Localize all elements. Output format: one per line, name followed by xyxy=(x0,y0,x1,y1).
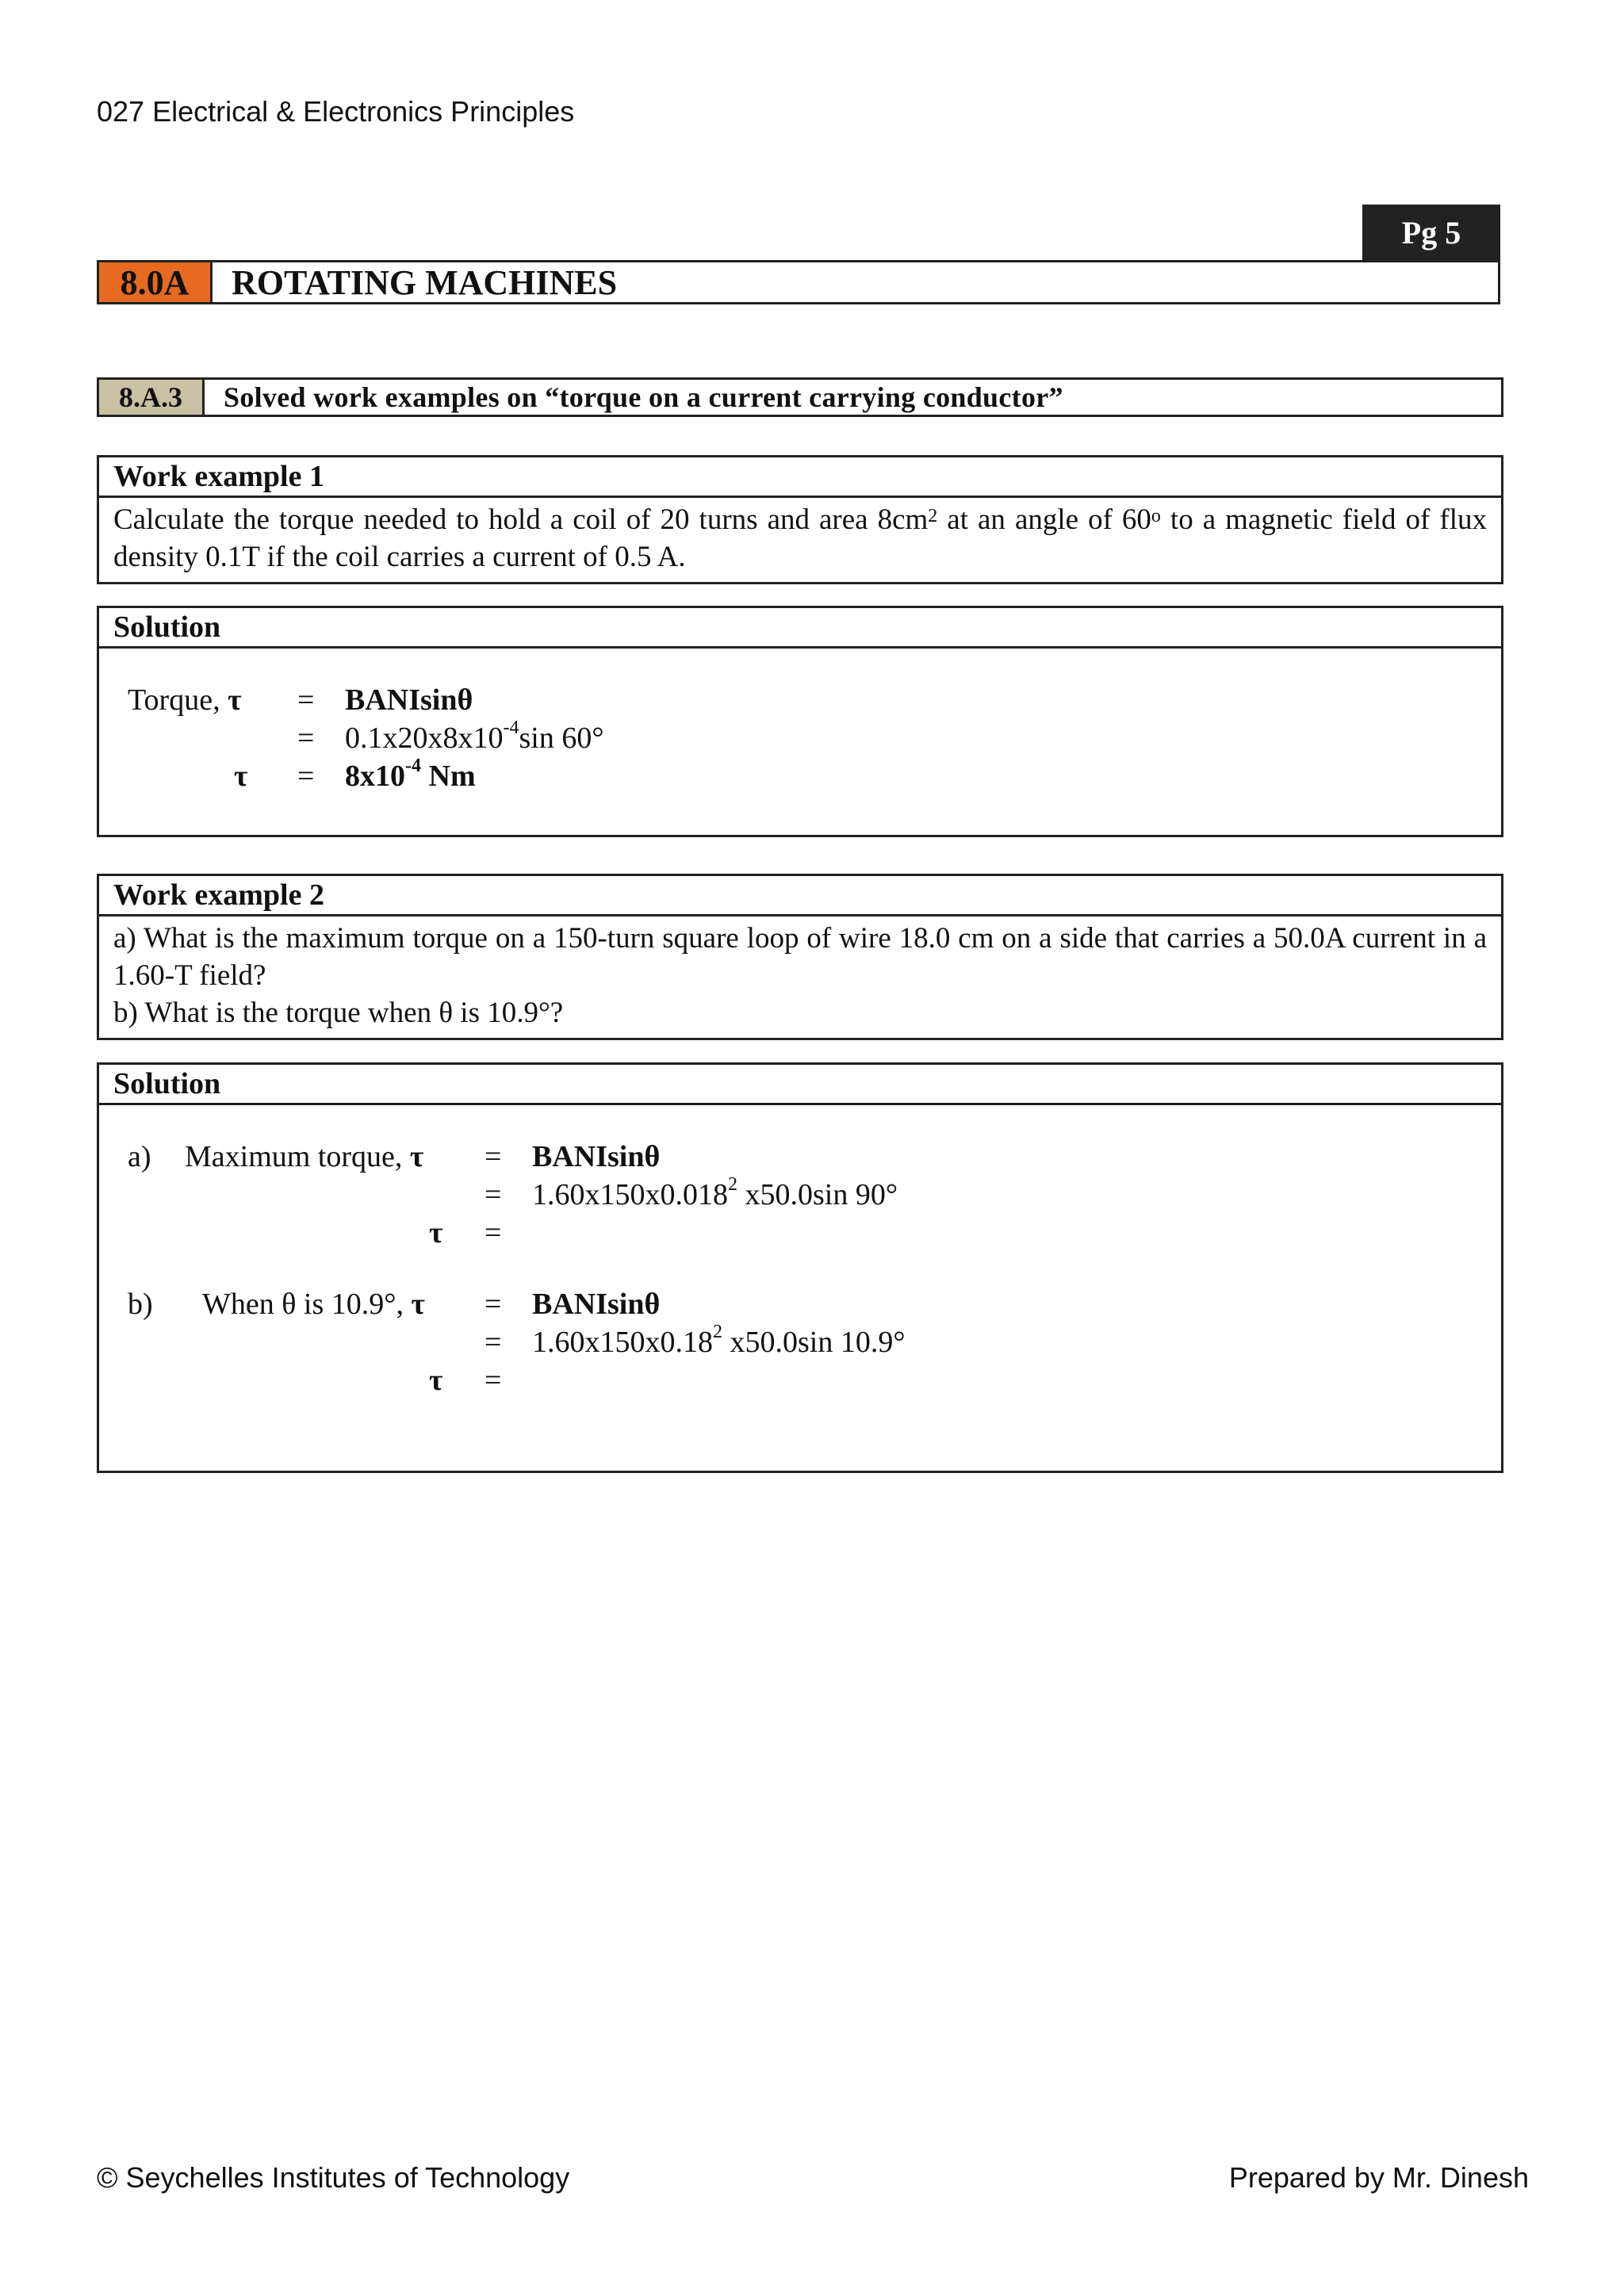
solution-2-a-equals-2: = xyxy=(485,1178,502,1211)
solution-2-b-equals-3: = xyxy=(485,1364,502,1397)
section-number: 8.0A xyxy=(99,262,213,302)
solution-1-equals-3: = xyxy=(297,760,315,793)
solution-1-result: $8x10^{-4}$ Nm xyxy=(345,756,476,793)
solution-2-a-equals-3: = xyxy=(485,1216,502,1249)
solution-1-heading: Solution xyxy=(99,608,1501,649)
solution-2-b-formula: BANIsinθ xyxy=(532,1288,661,1321)
solution-2-b-equals-1: = xyxy=(485,1288,502,1321)
solution-1-torque-label: Torque, τ xyxy=(128,683,242,717)
section-title: ROTATING MACHINES xyxy=(232,262,618,302)
solution-2-box xyxy=(97,1062,1503,1473)
solution-2-part-a-marker: a) xyxy=(128,1140,151,1173)
solution-1-tau-symbol: τ xyxy=(234,760,248,793)
solution-2-a-formula: BANIsinθ xyxy=(532,1140,661,1173)
work-example-1-heading: Work example 1 xyxy=(99,457,1501,498)
section-header xyxy=(97,260,1500,304)
solution-2-b-substitution: 1.60x150x0.18$^2$ x50.0sin 10.9° xyxy=(532,1322,906,1359)
solution-2-part-b-marker: b) xyxy=(128,1288,153,1321)
work-example-1-text: Calculate the torque needed to hold a coil of 20 turns and area $8cm^2$ at an angle of 60$^o$ to a magnetic field of flux density 0.1T if the coil carries a current of 0.5 A. xyxy=(113,503,1487,573)
solution-1-equals-2: = xyxy=(297,721,315,755)
work-example-2-heading: Work example 2 xyxy=(99,876,1501,916)
solution-1-box xyxy=(97,606,1503,837)
solution-2-a-equals-1: = xyxy=(485,1140,502,1173)
document-title: 027 Electrical & Electronics Principles xyxy=(97,95,575,128)
subsection-header xyxy=(97,377,1503,417)
subsection-number: 8.A.3 xyxy=(99,380,205,415)
solution-2-part-a-label: Maximum torque, τ xyxy=(185,1140,424,1173)
work-example-2-box xyxy=(97,874,1503,1040)
solution-2-heading: Solution xyxy=(99,1065,1501,1105)
work-example-2-part-b: b) What is the torque when θ is 10.9°? xyxy=(113,997,564,1029)
solution-1-formula: BANIsinθ xyxy=(345,683,473,717)
page-number-tab: Pg 5 xyxy=(1362,205,1500,260)
solution-2-b-tau-symbol: τ xyxy=(429,1364,443,1397)
solution-2-part-b-label: When θ is 10.9°, τ xyxy=(202,1288,425,1321)
work-example-2-part-a: a) What is the maximum torque on a 150-turn square loop of wire 18.0 cm on a side that carries a 50.0A current in a 1.60-T field? xyxy=(113,922,1487,992)
solution-1-substitution: $0.1x20x8x10^{-4}\sin$ 60° xyxy=(345,718,604,755)
solution-1-equals-1: = xyxy=(297,683,315,717)
work-example-1-box xyxy=(97,455,1503,584)
footer-author: Prepared by Mr. Dinesh xyxy=(1228,2161,1529,2194)
solution-2-a-tau-symbol: τ xyxy=(429,1216,443,1249)
subsection-title: Solved work examples on “torque on a current carrying conductor” xyxy=(224,381,1063,413)
solution-2-b-equals-2: = xyxy=(485,1326,502,1359)
footer-copyright: © Seychelles Institutes of Technology xyxy=(97,2161,570,2194)
solution-2-a-substitution: 1.60x150x0.018$^2$ x50.0sin 90° xyxy=(532,1174,898,1211)
